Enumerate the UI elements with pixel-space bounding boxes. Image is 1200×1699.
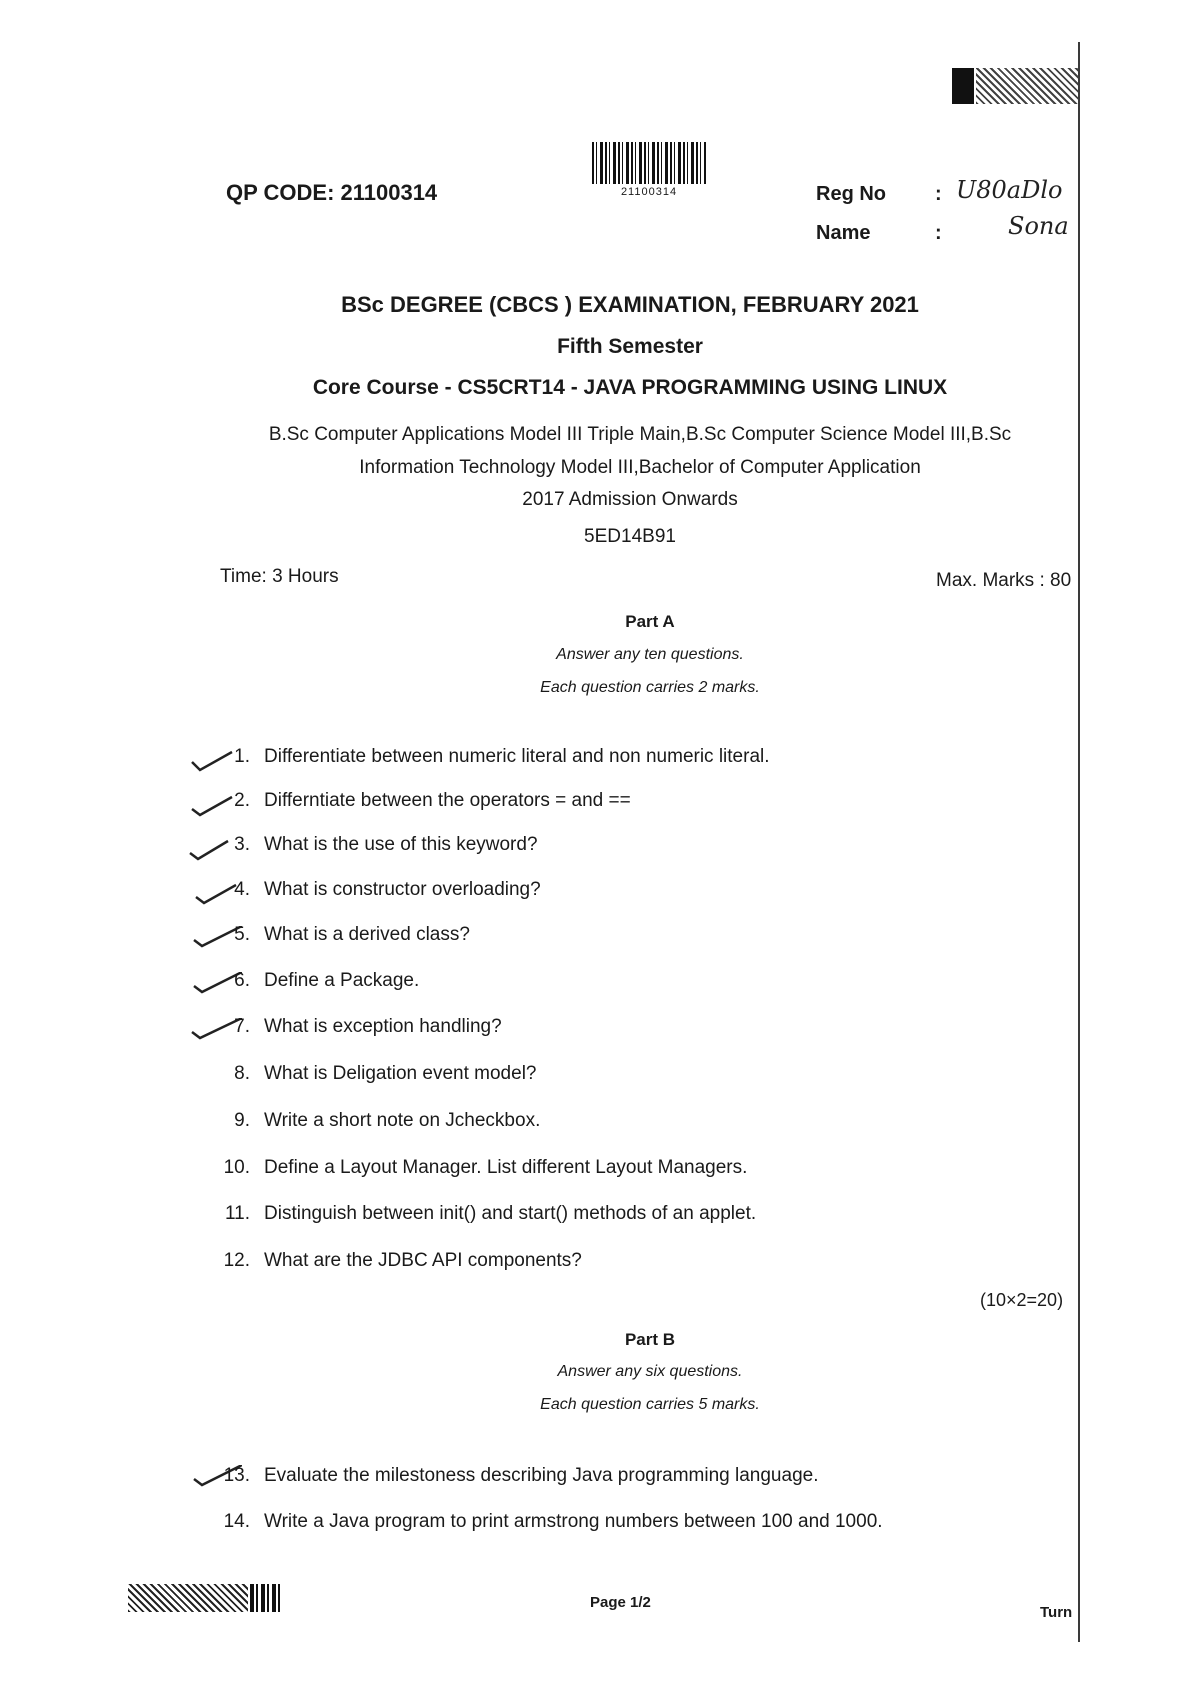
semester: Fifth Semester (557, 335, 703, 358)
reg-no-handwritten: U80aDlo (956, 176, 1063, 204)
programmes-line-1: B.Sc Computer Applications Model III Triple Main,B.Sc Computer Science Model III,B.Sc (268, 424, 1012, 445)
page-edge-rule (1078, 42, 1080, 1642)
question-item: 13. Evaluate the milestoness describing Java programming language. (223, 1465, 819, 1486)
name-label: Name (816, 222, 871, 244)
qr-code-top-right (952, 68, 1078, 104)
paper-code: 5ED14B91 (584, 526, 676, 547)
part-b-instruction-2: Each question carries 5 marks. (540, 1396, 760, 1413)
part-a-instruction-2: Each question carries 2 marks. (540, 679, 760, 696)
question-item: 11. Distinguish between init() and start() methods of an applet. (224, 1203, 757, 1224)
admission-year: 2017 Admission Onwards (522, 489, 738, 510)
barcode-number: 21100314 (620, 186, 678, 198)
course-title: Core Course - CS5CRT14 - JAVA PROGRAMMING USING LINUX (312, 376, 948, 399)
question-item: 5. What is a derived class? (234, 924, 470, 945)
name-handwritten: Sona (1008, 212, 1069, 240)
qp-code: QP CODE: 21100314 (226, 180, 438, 205)
question-item: 12. What are the JDBC API components? (223, 1250, 582, 1271)
question-item: 7. What is exception handling? (234, 1016, 502, 1037)
reg-no-colon: : (935, 183, 942, 205)
question-item: 8. What is Deligation event model? (234, 1063, 537, 1084)
question-item: 9. Write a short note on Jcheckbox. (234, 1110, 541, 1131)
exam-title: BSc DEGREE (CBCS ) EXAMINATION, FEBRUARY 2021 (341, 292, 919, 317)
question-item: 3. What is the use of this keyword? (234, 834, 538, 855)
question-item: 4. What is constructor overloading? (234, 879, 541, 900)
programmes-line-2: Information Technology Model III,Bachelor of Computer Application (359, 457, 921, 478)
part-b-title: Part B (624, 1330, 676, 1349)
qr-code-bottom-left (128, 1584, 282, 1612)
part-b-instruction-1: Answer any six questions. (557, 1363, 743, 1380)
programmes (210, 418, 1070, 484)
barcode (592, 142, 706, 184)
part-a-marks-total: (10×2=20) (980, 1290, 1064, 1310)
part-a-title: Part A (625, 612, 675, 631)
part-a-instruction-1: Answer any ten questions. (556, 646, 744, 663)
question-item: 6. Define a Package. (234, 970, 420, 991)
reg-no-label: Reg No (816, 183, 886, 205)
question-item: 1. Differentiate between numeric literal and non numeric literal. (234, 746, 770, 767)
question-item: 14. Write a Java program to print armstrong numbers between 100 and 1000. (223, 1511, 883, 1532)
name-colon: : (935, 222, 942, 244)
time-allowed: Time: 3 Hours (220, 566, 339, 587)
max-marks: Max. Marks : 80 (936, 570, 1072, 591)
turn-over-note: Turn (1040, 1604, 1073, 1621)
page-number: Page 1/2 (590, 1594, 651, 1611)
question-item: 2. Differntiate between the operators = and == (234, 790, 631, 811)
question-item: 10. Define a Layout Manager. List different Layout Managers. (223, 1157, 748, 1178)
